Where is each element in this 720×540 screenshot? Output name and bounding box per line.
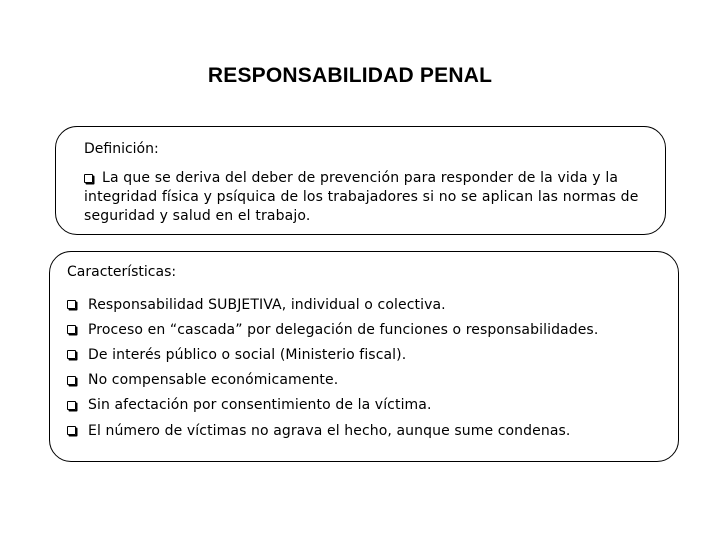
list-item xyxy=(67,368,598,393)
list-item-text: Sin afectación por consentimiento de la víctima. xyxy=(88,397,432,414)
checkbox-bullet-icon xyxy=(67,325,76,334)
list-item-text: Responsabilidad SUBJETIVA, individual o colectiva. xyxy=(88,296,446,313)
list-item-text: De interés público o social (Ministerio fiscal). xyxy=(88,346,407,363)
checkbox-bullet-icon xyxy=(67,376,76,385)
definition-box xyxy=(55,126,666,235)
definition-text-block xyxy=(84,169,644,226)
list-item-text: No compensable económicamente. xyxy=(88,372,339,389)
checkbox-bullet-icon xyxy=(84,174,93,183)
list-item-text: Proceso en “cascada” por delegación de funciones o responsabilidades. xyxy=(88,321,599,338)
characteristics-label: Características: xyxy=(67,264,177,280)
checkbox-bullet-icon xyxy=(67,426,76,435)
list-item xyxy=(67,292,598,317)
definition-text: La que se deriva del deber de prevención para responder de la vida y la integridad física y psíquica de los trabajadores si no se aplican las normas de seguridad y salud en el trabajo. xyxy=(84,170,639,224)
page-title: RESPONSABILIDAD PENAL xyxy=(207,64,493,87)
characteristics-list xyxy=(67,292,598,443)
characteristics-box xyxy=(49,251,679,462)
list-item xyxy=(67,317,598,342)
checkbox-bullet-icon xyxy=(67,350,76,359)
list-item xyxy=(67,418,598,443)
list-item xyxy=(67,393,598,418)
list-item xyxy=(67,342,598,367)
checkbox-bullet-icon xyxy=(67,401,76,410)
definition-label: Definición: xyxy=(84,141,159,157)
checkbox-bullet-icon xyxy=(67,300,76,309)
list-item-text: El número de víctimas no agrava el hecho, aunque sume condenas. xyxy=(88,422,571,439)
